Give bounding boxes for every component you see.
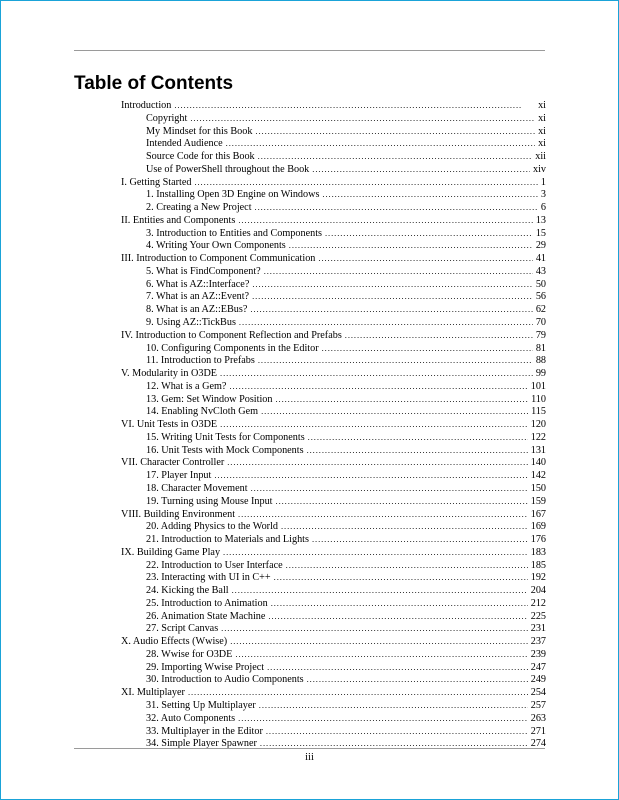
dot-leader <box>220 367 533 380</box>
toc-entry-page: 115 <box>531 406 546 418</box>
toc-entry-label: 26. Animation State Machine <box>146 610 266 622</box>
toc-entry-label: 23. Interacting with UI in C++ <box>146 572 271 584</box>
toc-entry-label: 5. What is FindComponent? <box>146 265 261 277</box>
toc-entry-page: xii <box>535 151 546 163</box>
toc-entry-label: Copyright <box>146 112 188 124</box>
toc-entry-label: X. Audio Effects (Wwise) <box>121 636 228 648</box>
dot-leader <box>188 686 528 699</box>
dot-leader <box>289 239 533 252</box>
toc-entry-label: 10. Configuring Components in the Editor <box>146 342 319 354</box>
dot-leader <box>307 673 528 686</box>
dot-leader <box>250 303 532 316</box>
toc-entry-label: 27. Script Canvas <box>146 623 219 635</box>
toc-entry-page: 62 <box>535 304 546 316</box>
toc-entry-page: 101 <box>530 380 546 392</box>
toc-entry-label: XI. Multiplayer <box>121 687 185 699</box>
dot-leader <box>276 495 528 508</box>
toc-chapter-entry[interactable] <box>121 265 546 278</box>
dot-leader <box>345 329 533 342</box>
toc-entry-page: xi <box>538 112 546 124</box>
toc-entry-label: VIII. Building Environment <box>121 508 236 520</box>
toc-entry-label: 30. Introduction to Audio Components <box>146 674 304 686</box>
toc-entry-page: 122 <box>530 431 546 443</box>
toc-entry-label: My Mindset for this Book <box>146 125 253 137</box>
dot-leader <box>226 137 535 150</box>
toc-entry-label: Use of PowerShell throughout the Book <box>146 163 310 175</box>
toc-entry-label: 19. Turning using Mouse Input <box>146 495 273 507</box>
toc-entry-page: 43 <box>535 265 546 277</box>
toc-chapter-entry[interactable] <box>121 699 546 712</box>
toc-chapter-entry[interactable] <box>121 673 546 686</box>
toc-entry-page: xi <box>538 125 546 137</box>
toc-entry-page: 192 <box>530 572 546 584</box>
toc-entry-label: 15. Writing Unit Tests for Components <box>146 431 305 443</box>
toc-chapter-entry[interactable] <box>121 354 546 367</box>
toc-entry-label: 1. Installing Open 3D Engine on Windows <box>146 189 320 201</box>
toc-entry-page: 120 <box>530 419 546 431</box>
toc-entry-page: 110 <box>531 393 546 405</box>
toc-entry-label: Intended Audience <box>146 138 223 150</box>
toc-entry-label: II. Entities and Components <box>121 214 236 226</box>
toc-chapter-entry[interactable] <box>121 303 546 316</box>
toc-chapter-entry[interactable] <box>121 495 546 508</box>
toc-chapter-entry[interactable] <box>121 520 546 533</box>
dot-leader <box>275 393 528 406</box>
dot-leader <box>307 444 528 457</box>
bottom-divider <box>74 748 545 749</box>
toc-chapter-entry[interactable] <box>121 712 546 725</box>
toc-entry-page: xiv <box>532 163 546 175</box>
toc-chapter-entry[interactable] <box>121 227 546 240</box>
top-divider <box>74 50 545 51</box>
toc-entry-page: 271 <box>530 725 546 737</box>
toc-chapter-entry[interactable] <box>121 571 546 584</box>
dot-leader <box>312 533 528 546</box>
dot-leader <box>258 354 533 367</box>
dot-leader <box>235 648 527 661</box>
toc-chapter-entry[interactable] <box>121 316 546 329</box>
toc-chapter-entry[interactable] <box>121 290 546 303</box>
toc-entry-label: 12. What is a Gem? <box>146 380 227 392</box>
toc-entry-page: 56 <box>535 291 546 303</box>
toc-entry-label: Introduction <box>121 100 172 111</box>
toc-entry-label: 17. Player Input <box>146 470 212 482</box>
toc-entry-label: Source Code for this Book <box>146 151 255 163</box>
toc-chapter-entry[interactable] <box>121 533 546 546</box>
toc-part-entry[interactable] <box>121 456 546 469</box>
toc-entry-label: 4. Writing Your Own Components <box>146 240 286 252</box>
toc-entry-page: 204 <box>530 585 546 597</box>
toc-entry-label: IV. Introduction to Component Reflection and Prefabs <box>121 329 342 341</box>
toc-entry-page: 274 <box>530 738 546 750</box>
toc-part-entry[interactable] <box>121 252 546 265</box>
dot-leader <box>281 520 528 533</box>
toc-entry-page: 176 <box>530 534 546 546</box>
toc-entry-page: 212 <box>530 597 546 609</box>
dot-leader <box>261 405 528 418</box>
toc-entry-page: 1 <box>540 176 546 188</box>
page-title: Table of Contents <box>74 73 234 94</box>
dot-leader <box>238 214 533 227</box>
toc-entry-label: 18. Character Movement <box>146 482 248 494</box>
dot-leader <box>252 278 532 291</box>
toc-chapter-entry[interactable] <box>121 163 546 176</box>
toc-entry-label: 31. Setting Up Multiplayer <box>146 699 256 711</box>
toc-entry-label: 32. Auto Components <box>146 712 236 724</box>
toc-entry-label: 9. Using AZ::TickBus <box>146 317 236 329</box>
toc-chapter-entry[interactable] <box>121 188 546 201</box>
dot-leader <box>194 176 537 189</box>
dot-leader <box>255 201 538 214</box>
toc-entry-page: 140 <box>530 457 546 469</box>
toc-entry-page: 142 <box>530 470 546 482</box>
toc-entry-page: 263 <box>530 712 546 724</box>
dot-leader <box>259 699 528 712</box>
page-number: iii <box>305 752 314 763</box>
toc-entry-label: 13. Gem: Set Window Position <box>146 393 273 405</box>
toc-entry-page: 79 <box>535 329 546 341</box>
toc-entry-label: 16. Unit Tests with Mock Components <box>146 444 304 456</box>
toc-entry-page: xi <box>538 100 546 111</box>
dot-leader <box>271 597 528 610</box>
toc-chapter-entry[interactable] <box>121 137 546 150</box>
toc-entry-label: IX. Building Game Play <box>121 546 221 558</box>
toc-part-entry[interactable] <box>121 367 546 380</box>
toc-entry-page: 13 <box>535 214 546 226</box>
toc-part-entry[interactable] <box>121 546 546 559</box>
toc-chapter-entry[interactable] <box>121 469 546 482</box>
dot-leader <box>238 508 528 521</box>
toc-entry-page: 81 <box>535 342 546 354</box>
toc-entry-page: 231 <box>530 623 546 635</box>
toc-chapter-entry[interactable] <box>121 125 546 138</box>
toc-chapter-entry[interactable] <box>121 201 546 214</box>
dot-leader <box>258 150 533 163</box>
toc-entry-page: 249 <box>530 674 546 686</box>
toc-entry-page: 183 <box>530 546 546 558</box>
dot-leader <box>252 290 533 303</box>
toc-entry-label: VI. Unit Tests in O3DE <box>121 419 218 431</box>
dot-leader <box>251 482 528 495</box>
toc-part-entry[interactable] <box>121 508 546 521</box>
dot-leader <box>266 725 528 738</box>
toc-chapter-entry[interactable] <box>121 431 546 444</box>
dot-leader <box>238 712 528 725</box>
toc-chapter-entry[interactable] <box>121 150 546 163</box>
toc-entry-page: 88 <box>535 355 546 367</box>
toc-chapter-entry[interactable] <box>121 584 546 597</box>
toc-entry-label: 25. Introduction to Animation <box>146 597 268 609</box>
toc-entry-page: 237 <box>530 636 546 648</box>
toc-chapter-entry[interactable] <box>121 725 546 738</box>
toc-entry-page: 254 <box>530 687 546 699</box>
toc-entry-label: 14. Enabling NvCloth Gem <box>146 406 259 418</box>
toc-entry-page: 257 <box>530 699 546 711</box>
toc-entry-page: 3 <box>540 189 546 201</box>
toc-entry-page: 131 <box>530 444 546 456</box>
dot-leader <box>239 316 533 329</box>
toc-entry-page: 29 <box>535 240 546 252</box>
dot-leader <box>221 622 528 635</box>
toc-part-entry[interactable] <box>121 214 546 227</box>
dot-leader <box>227 456 527 469</box>
toc-entry-label: 3. Introduction to Entities and Components <box>146 227 322 239</box>
toc-entry-page: xi <box>538 138 546 150</box>
toc-part-entry[interactable] <box>121 635 546 648</box>
dot-leader <box>229 380 527 393</box>
dot-leader <box>325 227 533 240</box>
dot-leader <box>268 610 527 623</box>
dot-leader <box>214 469 527 482</box>
toc-chapter-entry[interactable] <box>121 380 546 393</box>
dot-leader <box>220 418 528 431</box>
toc-part-entry[interactable] <box>121 176 546 189</box>
toc-entry-label: VII. Character Controller <box>121 457 225 469</box>
dot-leader <box>318 252 532 265</box>
table-of-contents <box>121 99 546 750</box>
dot-leader <box>267 661 528 674</box>
toc-chapter-entry[interactable] <box>121 342 546 355</box>
toc-chapter-entry[interactable] <box>121 405 546 418</box>
toc-part-entry[interactable] <box>121 329 546 342</box>
toc-entry-label: 29. Importing Wwise Project <box>146 661 265 673</box>
toc-chapter-entry[interactable] <box>121 278 546 291</box>
toc-entry-label: 21. Introduction to Materials and Lights <box>146 534 309 546</box>
toc-chapter-entry[interactable] <box>121 610 546 623</box>
toc-entry-page: 247 <box>530 661 546 673</box>
toc-chapter-entry[interactable] <box>121 597 546 610</box>
dot-leader <box>308 431 528 444</box>
toc-chapter-entry[interactable] <box>121 112 546 125</box>
toc-entry-label: 28. Wwise for O3DE <box>146 648 233 660</box>
toc-chapter-entry[interactable] <box>121 239 546 252</box>
toc-entry-label: 22. Introduction to User Interface <box>146 559 283 571</box>
toc-entry-label: 8. What is an AZ::EBus? <box>146 304 248 316</box>
dot-leader <box>274 571 528 584</box>
toc-entry-page: 99 <box>535 368 546 380</box>
toc-entry-label: I. Getting Started <box>121 176 192 188</box>
dot-leader <box>286 559 528 572</box>
toc-entry-page: 70 <box>535 317 546 329</box>
toc-chapter-entry[interactable] <box>121 661 546 674</box>
toc-entry-page: 169 <box>530 521 546 533</box>
toc-entry-page: 6 <box>540 202 546 214</box>
toc-part-entry[interactable] <box>121 418 546 431</box>
toc-part-entry[interactable] <box>121 99 546 112</box>
toc-entry-page: 167 <box>530 508 546 520</box>
toc-entry-label: 34. Simple Player Spawner <box>146 738 257 750</box>
toc-chapter-entry[interactable] <box>121 393 546 406</box>
toc-entry-page: 185 <box>530 559 546 571</box>
dot-leader <box>322 188 537 201</box>
dot-leader <box>264 265 533 278</box>
toc-chapter-entry[interactable] <box>121 622 546 635</box>
toc-entry-page: 159 <box>530 495 546 507</box>
toc-entry-label: 24. Kicking the Ball <box>146 585 229 597</box>
toc-chapter-entry[interactable] <box>121 444 546 457</box>
toc-entry-page: 225 <box>530 610 546 622</box>
toc-chapter-entry[interactable] <box>121 482 546 495</box>
toc-entry-label: 7. What is an AZ::Event? <box>146 291 250 303</box>
toc-chapter-entry[interactable] <box>121 559 546 572</box>
dot-leader <box>223 546 528 559</box>
toc-chapter-entry[interactable] <box>121 648 546 661</box>
dot-leader <box>232 584 528 597</box>
dot-leader <box>230 635 528 648</box>
toc-entry-label: V. Modularity in O3DE <box>121 368 218 380</box>
toc-entry-page: 239 <box>530 648 546 660</box>
dot-leader <box>312 163 530 176</box>
dot-leader <box>255 125 535 138</box>
dot-leader <box>322 342 533 355</box>
toc-entry-label: 11. Introduction to Prefabs <box>146 355 255 367</box>
toc-entry-label: 6. What is AZ::Interface? <box>146 278 250 290</box>
toc-entry-label: 20. Adding Physics to the World <box>146 521 278 533</box>
toc-entry-label: III. Introduction to Component Communication <box>121 253 316 265</box>
toc-part-entry[interactable] <box>121 686 546 699</box>
toc-entry-page: 150 <box>530 482 546 494</box>
dot-leader <box>174 99 535 112</box>
dot-leader <box>190 112 535 125</box>
toc-entry-page: 41 <box>535 253 546 265</box>
toc-entry-page: 15 <box>535 227 546 239</box>
toc-entry-page: 50 <box>535 278 546 290</box>
toc-entry-label: 2. Creating a New Project <box>146 202 252 214</box>
toc-entry-label: 33. Multiplayer in the Editor <box>146 725 263 737</box>
